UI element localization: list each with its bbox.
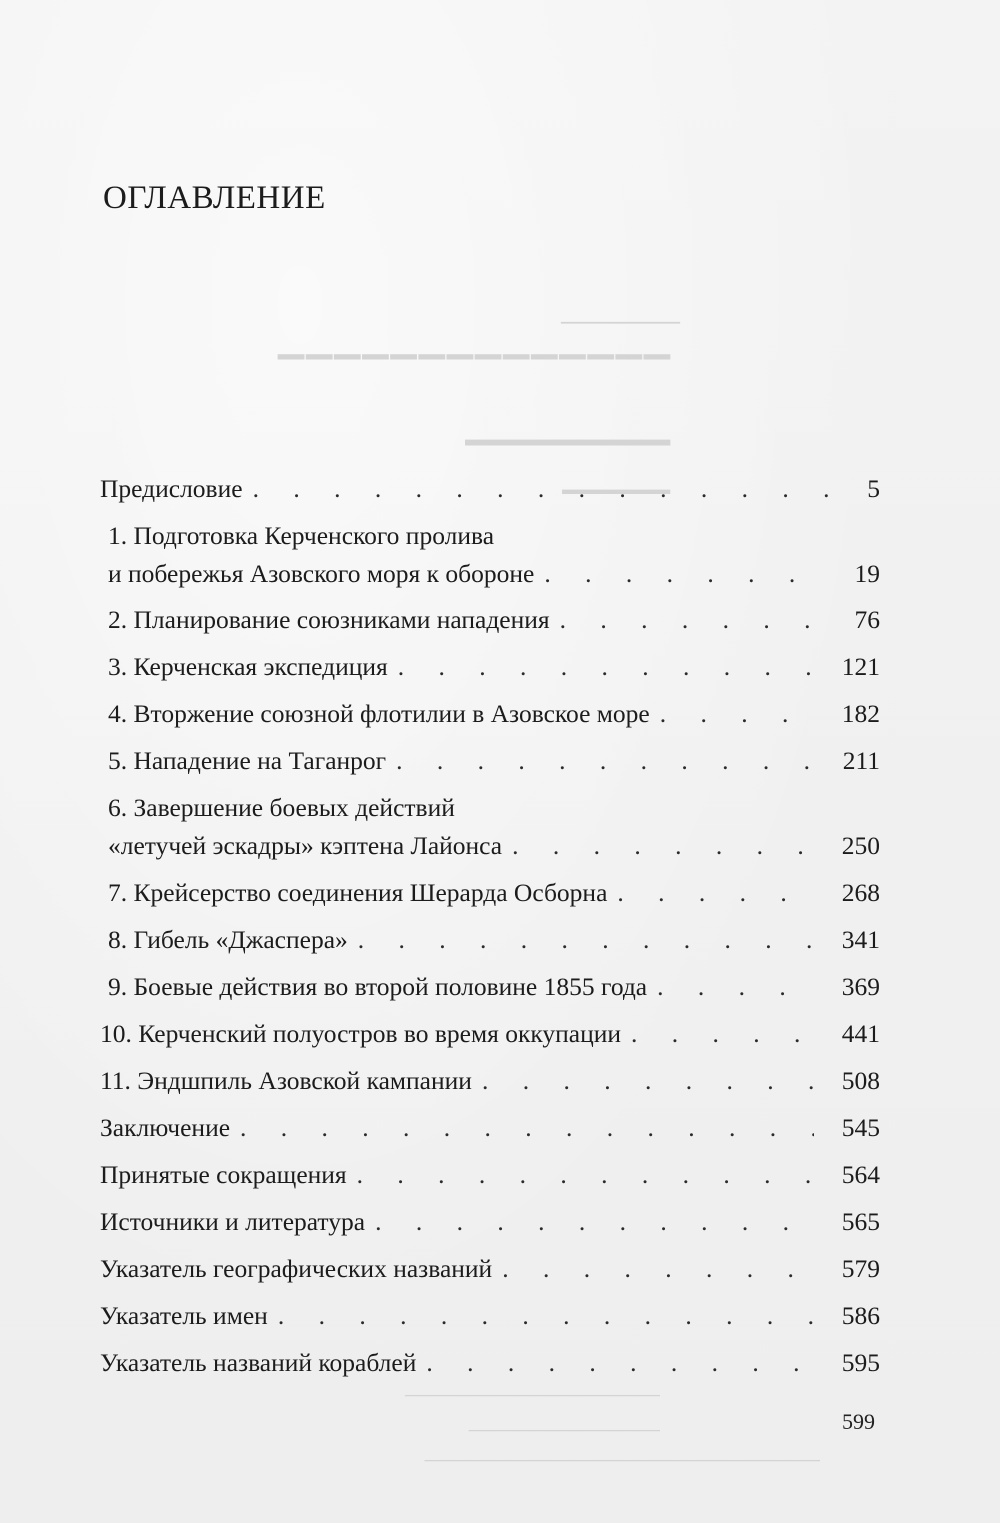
toc-entry-title: Указатель названий кораблей [100,1348,417,1377]
toc-entry [100,1344,880,1382]
toc-entry-title: «летучей эскадры» кэптена Лайонса [108,831,503,860]
toc-entry-title: Принятые сокращения [100,1160,347,1189]
dot-leader [240,1109,814,1147]
dot-leader [544,555,814,593]
toc-entry [100,695,880,733]
toc-entry-title-line1: 6. Завершение боевых действий [108,793,455,822]
toc-entry-page: 441 [841,1019,880,1048]
toc-entry [100,470,880,508]
dot-leader [617,874,814,912]
dot-leader [560,601,814,639]
toc-entry [100,1062,880,1100]
toc-entry-title: 7. Крейсерство соединения Шерарда Осборна [108,878,608,907]
dot-leader [375,1203,814,1241]
toc-entry-title: Указатель географических названий [100,1254,493,1283]
toc-entry-page: 341 [841,925,880,954]
page-title: ОГЛАВЛЕНИЕ [103,180,326,216]
toc-entry-title: 4. Вторжение союзной флотилии в Азовское море [108,699,650,728]
toc-entry-title: 11. Эндшпиль Азовской кампании [100,1066,472,1095]
dot-leader [278,1297,814,1335]
toc-entry [100,1203,880,1241]
toc-entry-title: Указатель имен [100,1301,268,1330]
toc-entry-title: 10. Керченский полуостров во время оккупации [100,1019,622,1048]
toc-entry-page: 76 [854,605,880,634]
toc-entry-page: 211 [842,746,880,775]
toc-entry [100,1250,880,1288]
dot-leader [512,827,814,865]
toc-entry-title: Источники и литература [100,1207,366,1236]
toc-entry-title: 3. Керченская экспедиция [108,652,388,681]
bleed-through-decoration: ─────── ▔▔▔▔▔▔▔▔▔▔▔▔▔▔ ▔▔▔▔▔▔▔ ▔▔▔▔▔ ──────────────────── ─────────────── ─────────────────────────────── [275,310,820,1470]
toc-entry [100,648,880,686]
toc-entry [100,874,880,912]
toc-entry-page: 579 [841,1254,880,1283]
toc-entry-page: 5 [867,474,880,503]
toc-entry-title: 9. Боевые действия во второй половине 1855 года [108,972,648,1001]
toc-entry-page: 586 [841,1301,880,1330]
toc-entry-page: 19 [854,559,880,588]
dot-leader [253,470,844,508]
toc-entry-page: 268 [841,878,880,907]
dot-leader [660,695,814,733]
toc-entry [100,1015,880,1053]
dot-leader [398,648,814,686]
toc-entry [100,789,880,865]
toc-entry [100,1297,880,1335]
dot-leader [357,1156,814,1194]
toc-entry [100,968,880,1006]
dot-leader [426,1344,814,1382]
dot-leader [657,968,814,1006]
toc-entry-page: 182 [841,699,880,728]
toc-entry-page: 565 [841,1207,880,1236]
toc-entry-page: 369 [841,972,880,1001]
toc-entry-title: 2. Планирование союзниками нападения [108,605,550,634]
toc-entry [100,517,880,593]
toc-entry-page: 121 [841,652,880,681]
toc-entry-page: 250 [841,831,880,860]
toc-entry [100,742,880,780]
dot-leader [482,1062,814,1100]
toc-entry [100,1109,880,1147]
toc-entry-title: Предисловие [100,474,243,503]
toc-entry-title: и побережья Азовского моря к обороне [108,559,535,588]
toc-entry-page: 545 [841,1113,880,1142]
toc-entry-title: 8. Гибель «Джаспера» [108,925,348,954]
toc-entry-page: 595 [841,1348,880,1377]
toc-entry-page: 564 [841,1160,880,1189]
page-number: 599 [842,1409,875,1434]
dot-leader [396,742,814,780]
toc-entry-page: 508 [841,1066,880,1095]
toc-entry [100,921,880,959]
toc-entry [100,1156,880,1194]
dot-leader [631,1015,814,1053]
toc-entry-title-line1: 1. Подготовка Керченского пролива [108,521,495,550]
toc-entry [100,601,880,639]
dot-leader [358,921,814,959]
toc-entry-title: Заключение [100,1113,231,1142]
dot-leader [502,1250,814,1288]
toc-entry-title: 5. Нападение на Таганрог [108,746,387,775]
